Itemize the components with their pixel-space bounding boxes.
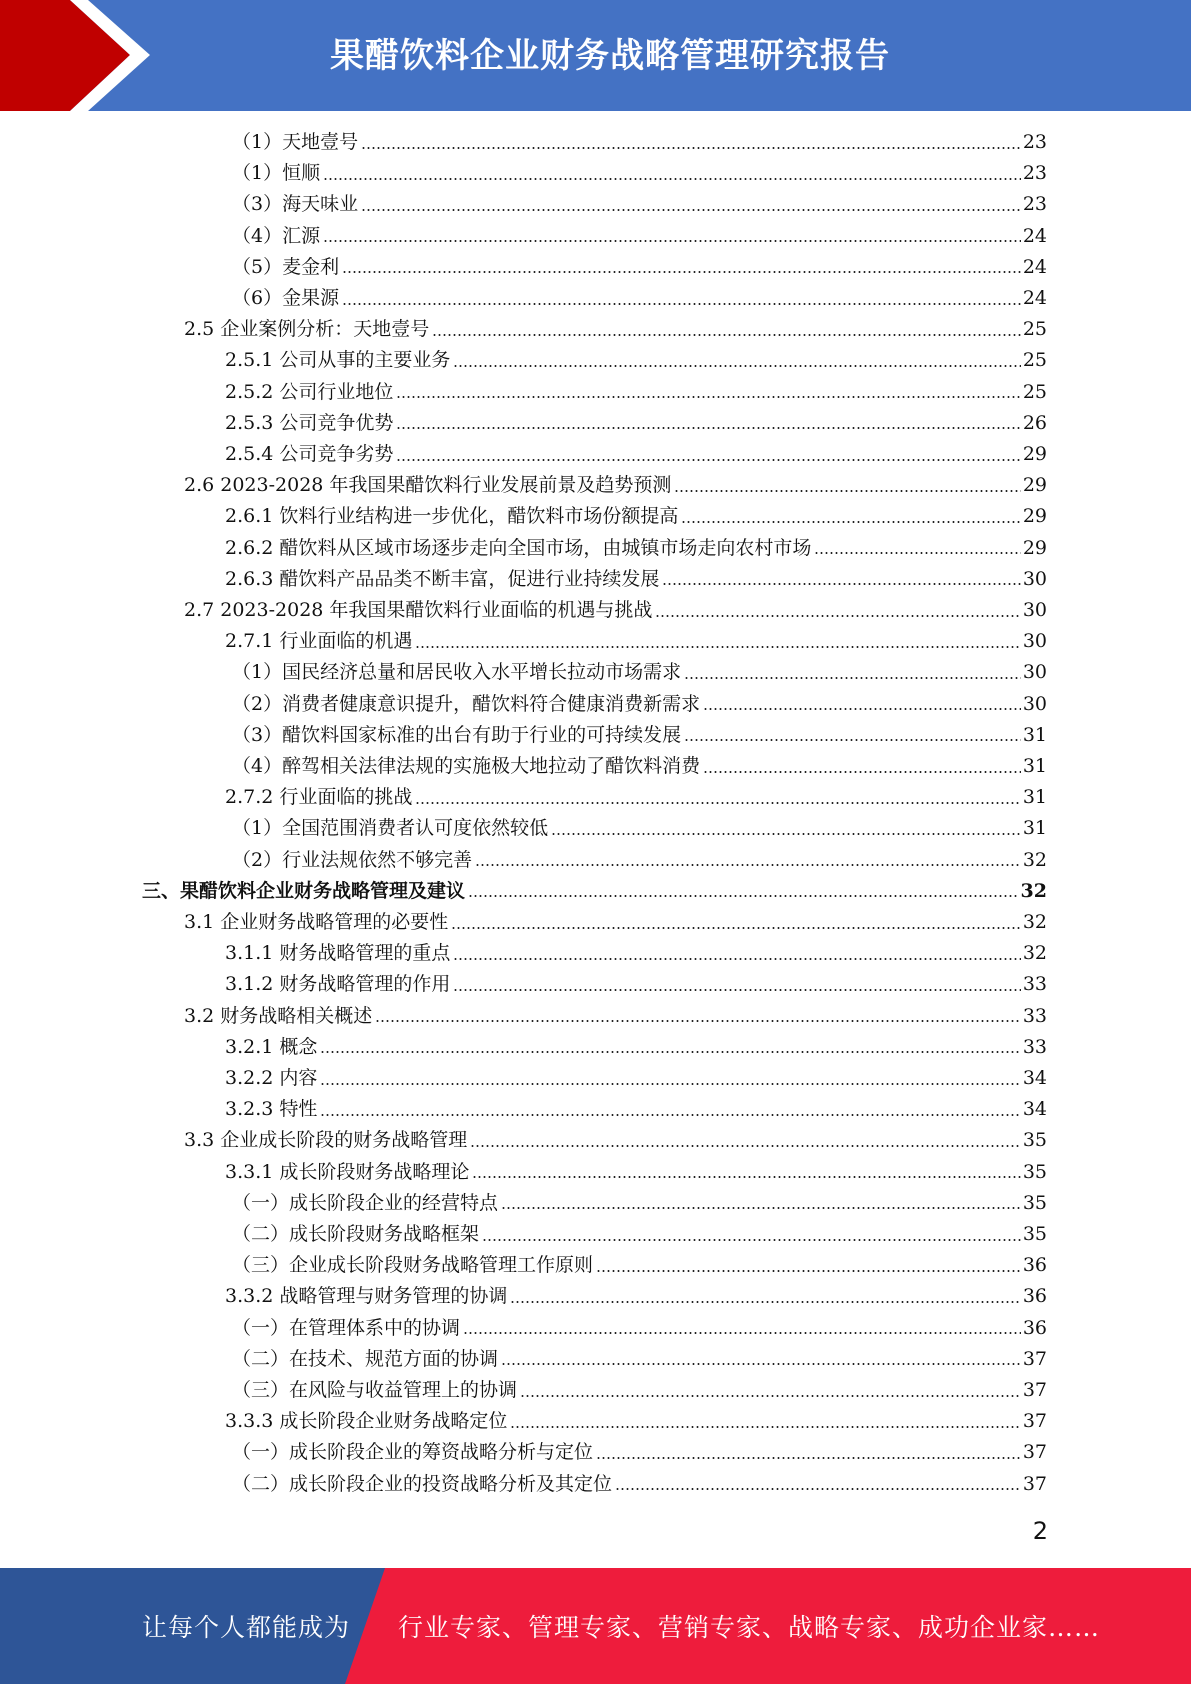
toc-entry-label: 2.5.1 公司从事的主要业务 — [225, 349, 451, 372]
toc-entry-label: （三）企业成长阶段财务战略管理工作原则 — [232, 1254, 594, 1277]
toc-dot-leader — [510, 1301, 1020, 1303]
toc-dot-leader — [396, 396, 1020, 398]
toc-entry-page: 31 — [1022, 723, 1047, 746]
toc-entry-page: 37 — [1022, 1410, 1047, 1433]
toc-entry[interactable] — [184, 470, 1047, 501]
toc-entry[interactable] — [225, 1063, 1047, 1094]
toc-entry-label: 2.6.2 醋饮料从区域市场逐步走向全国市场，由城镇市场走向农村市场 — [225, 536, 812, 559]
toc-entry-label: （2）消费者健康意识提升，醋饮料符合健康消费新需求 — [232, 692, 701, 715]
toc-dot-leader — [475, 864, 1021, 866]
toc-entry-label: （1）全国范围消费者认可度依然较低 — [232, 817, 549, 840]
toc-entry-page: 30 — [1022, 692, 1047, 715]
toc-dot-leader — [342, 271, 1021, 273]
toc-entry-page: 37 — [1022, 1441, 1047, 1464]
toc-entry[interactable] — [225, 1032, 1047, 1063]
toc-entry-label: 3.3.3 成长阶段企业财务战略定位 — [225, 1410, 508, 1433]
toc-entry-page: 23 — [1022, 162, 1047, 185]
toc-dot-leader — [596, 1457, 1021, 1459]
toc-dot-leader — [470, 1145, 1021, 1147]
toc-entry-label: （二）成长阶段企业的投资战略分析及其定位 — [232, 1472, 613, 1495]
toc-entry-page: 24 — [1022, 287, 1047, 309]
toc-dot-leader — [684, 739, 1021, 741]
toc-entry[interactable] — [225, 1406, 1047, 1437]
toc-dot-leader — [320, 1114, 1020, 1116]
footer-slogan-left: 让每个人都能成为 — [142, 1613, 351, 1642]
toc-entry-label: 2.6.3 醋饮料产品品类不断丰富，促进行业持续发展 — [225, 567, 660, 590]
toc-entry-page: 33 — [1022, 1035, 1047, 1058]
toc-entry[interactable] — [232, 252, 1047, 283]
toc-entry[interactable] — [225, 564, 1047, 595]
toc-dot-leader — [415, 802, 1020, 804]
toc-entry-label: 2.6.1 饮料行业结构进一步优化，醋饮料市场份额提高 — [225, 505, 679, 528]
toc-dot-leader — [703, 708, 1021, 710]
toc-entry-page: 23 — [1022, 131, 1047, 153]
toc-entry[interactable] — [232, 1219, 1047, 1250]
toc-dot-leader — [320, 1083, 1020, 1085]
toc-dot-leader — [396, 459, 1020, 461]
toc-entry-label: （6）金果源 — [232, 287, 340, 309]
toc-entry[interactable] — [225, 377, 1047, 408]
toc-entry-page: 25 — [1022, 380, 1047, 403]
toc-entry-label: （3）海天味业 — [232, 193, 359, 216]
toc-entry-label: 3.2.2 内容 — [225, 1067, 318, 1089]
toc-entry-page: 31 — [1022, 755, 1047, 777]
toc-entry-page: 30 — [1022, 567, 1047, 590]
toc-entry-label: （一）成长阶段企业的筹资战略分析与定位 — [232, 1441, 594, 1464]
toc-entry[interactable] — [232, 751, 1047, 782]
toc-entry[interactable] — [232, 845, 1047, 876]
toc-entry-page: 23 — [1022, 193, 1047, 216]
toc-entry-page: 35 — [1022, 1129, 1047, 1152]
toc-entry-label: （4）汇源 — [232, 224, 321, 247]
toc-entry[interactable] — [225, 1094, 1047, 1125]
toc-dot-leader — [342, 303, 1021, 305]
toc-entry-page: 25 — [1022, 349, 1047, 372]
toc-dot-leader — [684, 677, 1021, 679]
toc-entry-page: 32 — [1022, 848, 1047, 871]
toc-entry-label: 2.6 2023-2028 年我国果醋饮料行业发展前景及趋势预测 — [184, 474, 672, 497]
footer-slogan-right: 行业专家、管理专家、营销专家、战略专家、成功企业家…… — [398, 1613, 1101, 1642]
toc-entry-page: 35 — [1022, 1191, 1047, 1214]
toc-dot-leader — [320, 1051, 1020, 1053]
toc-entry[interactable] — [232, 720, 1047, 751]
toc-dot-leader — [468, 895, 1019, 897]
toc-entry-page: 32 — [1020, 879, 1047, 902]
toc-entry-label: （5）麦金利 — [232, 255, 340, 278]
toc-entry-page: 37 — [1022, 1379, 1047, 1401]
toc-entry[interactable] — [232, 1313, 1047, 1344]
toc-entry[interactable] — [232, 657, 1047, 688]
toc-entry-label: 3.2.1 概念 — [225, 1035, 318, 1058]
toc-entry[interactable] — [232, 689, 1047, 720]
toc-entry[interactable] — [225, 1157, 1047, 1188]
toc-entry-page: 35 — [1022, 1160, 1047, 1183]
toc-entry-page: 32 — [1022, 911, 1047, 933]
toc-entry-label: 2.7 2023-2028 年我国果醋饮料行业面临的机遇与挑战 — [184, 599, 653, 621]
toc-entry-page: 35 — [1022, 1223, 1047, 1245]
toc-dot-leader — [415, 646, 1020, 648]
toc-entry-page: 37 — [1022, 1347, 1047, 1370]
toc-entry-label: 3.3 企业成长阶段的财务战略管理 — [184, 1129, 468, 1152]
toc-dot-leader — [510, 1426, 1020, 1428]
toc-entry-page: 36 — [1022, 1285, 1047, 1308]
toc-dot-leader — [655, 615, 1020, 617]
toc-entry-label: （二）在技术、规范方面的协调 — [232, 1347, 499, 1370]
toc-entry-label: （1）天地壹号 — [232, 131, 359, 153]
toc-entry-page: 37 — [1022, 1472, 1047, 1495]
toc-entry-label: 3.1.2 财务战略管理的作用 — [225, 973, 451, 996]
toc-entry[interactable] — [232, 1469, 1047, 1500]
toc-dot-leader — [453, 958, 1020, 960]
toc-dot-leader — [482, 1239, 1021, 1241]
toc-dot-leader — [681, 521, 1020, 523]
toc-entry[interactable] — [225, 533, 1047, 564]
toc-dot-leader — [361, 209, 1021, 211]
toc-entry-label: （1）恒顺 — [232, 162, 321, 185]
toc-entry-page: 30 — [1022, 661, 1047, 684]
page-number: 2 — [1032, 1517, 1048, 1545]
toc-entry-label: 3.1.1 财务战略管理的重点 — [225, 942, 451, 965]
toc-entry-label: 3.3.2 战略管理与财务管理的协调 — [225, 1285, 508, 1308]
toc-entry[interactable] — [225, 408, 1047, 439]
toc-entry[interactable] — [232, 813, 1047, 844]
toc-entry[interactable] — [184, 1001, 1047, 1032]
toc-entry-page: 31 — [1022, 817, 1047, 840]
toc-entry-label: 2.7.1 行业面临的机遇 — [225, 630, 413, 653]
toc-dot-leader — [520, 1395, 1021, 1397]
toc-entry[interactable] — [225, 626, 1047, 657]
toc-dot-leader — [451, 927, 1021, 929]
toc-dot-leader — [551, 833, 1021, 835]
report-title: 果醋饮料企业财务战略管理研究报告 — [330, 35, 890, 76]
toc-entry-label: 2.5.2 公司行业地位 — [225, 380, 394, 403]
toc-entry[interactable] — [184, 314, 1047, 345]
toc-entry[interactable] — [142, 876, 1047, 907]
toc-entry[interactable] — [232, 283, 1047, 314]
toc-entry-page: 25 — [1022, 318, 1047, 341]
toc-entry[interactable] — [232, 1437, 1047, 1468]
toc-entry-page: 29 — [1022, 536, 1047, 559]
toc-entry-label: 2.5 企业案例分析：天地壹号 — [184, 318, 430, 341]
toc-dot-leader — [674, 490, 1020, 492]
toc-dot-leader — [501, 1363, 1021, 1365]
toc-entry-page: 33 — [1022, 973, 1047, 996]
toc-dot-leader — [596, 1270, 1021, 1272]
toc-entry-label: 2.7.2 行业面临的挑战 — [225, 786, 413, 809]
toc-entry-page: 33 — [1022, 1004, 1047, 1027]
toc-entry[interactable] — [225, 938, 1047, 969]
toc-dot-leader — [463, 1332, 1021, 1334]
toc-entry-label: （一）成长阶段企业的经营特点 — [232, 1191, 499, 1214]
toc-entry[interactable] — [225, 1281, 1047, 1312]
toc-dot-leader — [703, 771, 1021, 773]
toc-entry-page: 32 — [1022, 942, 1047, 965]
toc-entry[interactable] — [225, 439, 1047, 470]
toc-entry-label: （2）行业法规依然不够完善 — [232, 848, 473, 871]
toc-entry[interactable] — [232, 158, 1047, 189]
toc-entry[interactable] — [184, 1125, 1047, 1156]
toc-entry[interactable] — [232, 221, 1047, 252]
toc-dot-leader — [453, 365, 1020, 367]
toc-entry-label: 3.2 财务战略相关概述 — [184, 1004, 373, 1027]
toc-entry[interactable] — [232, 1375, 1047, 1406]
toc-entry[interactable] — [232, 1250, 1047, 1281]
toc-entry-label: 三、果醋饮料企业财务战略管理及建议 — [142, 879, 466, 902]
toc-dot-leader — [453, 989, 1020, 991]
toc-entry-page: 24 — [1022, 255, 1047, 278]
toc-dot-leader — [662, 583, 1020, 585]
toc-entry[interactable] — [225, 501, 1047, 532]
toc-entry-label: （1）国民经济总量和居民收入水平增长拉动市场需求 — [232, 661, 682, 684]
page-footer — [0, 1568, 1191, 1684]
toc-entry-page: 30 — [1022, 599, 1047, 621]
toc-dot-leader — [615, 1488, 1021, 1490]
toc-entry[interactable] — [232, 127, 1047, 158]
page-header — [0, 0, 1191, 111]
toc-entry[interactable] — [232, 189, 1047, 220]
toc-dot-leader — [501, 1207, 1021, 1209]
toc-entry-label: 3.3.1 成长阶段财务战略理论 — [225, 1160, 470, 1183]
toc-entry-label: （4）醉驾相关法律法规的实施极大地拉动了醋饮料消费 — [232, 755, 701, 777]
toc-entry-page: 34 — [1022, 1067, 1047, 1089]
toc-entry[interactable] — [232, 1188, 1047, 1219]
toc-entry-page: 31 — [1022, 786, 1047, 809]
toc-dot-leader — [396, 427, 1020, 429]
toc-dot-leader — [375, 1020, 1021, 1022]
toc-entry-page: 30 — [1022, 630, 1047, 653]
toc-entry-page: 29 — [1022, 505, 1047, 528]
toc-dot-leader — [323, 240, 1021, 242]
toc-entry-label: （一）在管理体系中的协调 — [232, 1316, 461, 1339]
toc-entry[interactable] — [225, 345, 1047, 376]
toc-entry-page: 34 — [1022, 1098, 1047, 1121]
toc-entry-page: 26 — [1022, 411, 1047, 434]
toc-entry[interactable] — [232, 1344, 1047, 1375]
toc-dot-leader — [361, 147, 1021, 149]
toc-entry-label: 3.2.3 特性 — [225, 1098, 318, 1121]
toc-entry-label: 3.1 企业财务战略管理的必要性 — [184, 911, 449, 933]
toc-entry-page: 36 — [1022, 1316, 1047, 1339]
toc-dot-leader — [814, 552, 1020, 554]
toc-entry[interactable] — [184, 907, 1047, 938]
toc-entry-page: 24 — [1022, 224, 1047, 247]
toc-entry[interactable] — [184, 595, 1047, 626]
toc-entry[interactable] — [225, 969, 1047, 1000]
toc-entry-label: 2.5.3 公司竞争优势 — [225, 411, 394, 434]
toc-entry-page: 29 — [1022, 474, 1047, 497]
toc-entry[interactable] — [225, 782, 1047, 813]
toc-dot-leader — [432, 334, 1021, 336]
toc-entry-label: （三）在风险与收益管理上的协调 — [232, 1379, 518, 1401]
toc-dot-leader — [472, 1176, 1020, 1178]
toc-entry-label: （二）成长阶段财务战略框架 — [232, 1223, 480, 1245]
toc-dot-leader — [323, 178, 1021, 180]
toc-entry-page: 29 — [1022, 443, 1047, 465]
toc-entry-label: （3）醋饮料国家标准的出台有助于行业的可持续发展 — [232, 723, 682, 746]
toc-entry-page: 36 — [1022, 1254, 1047, 1277]
toc-entry-label: 2.5.4 公司竞争劣势 — [225, 443, 394, 465]
